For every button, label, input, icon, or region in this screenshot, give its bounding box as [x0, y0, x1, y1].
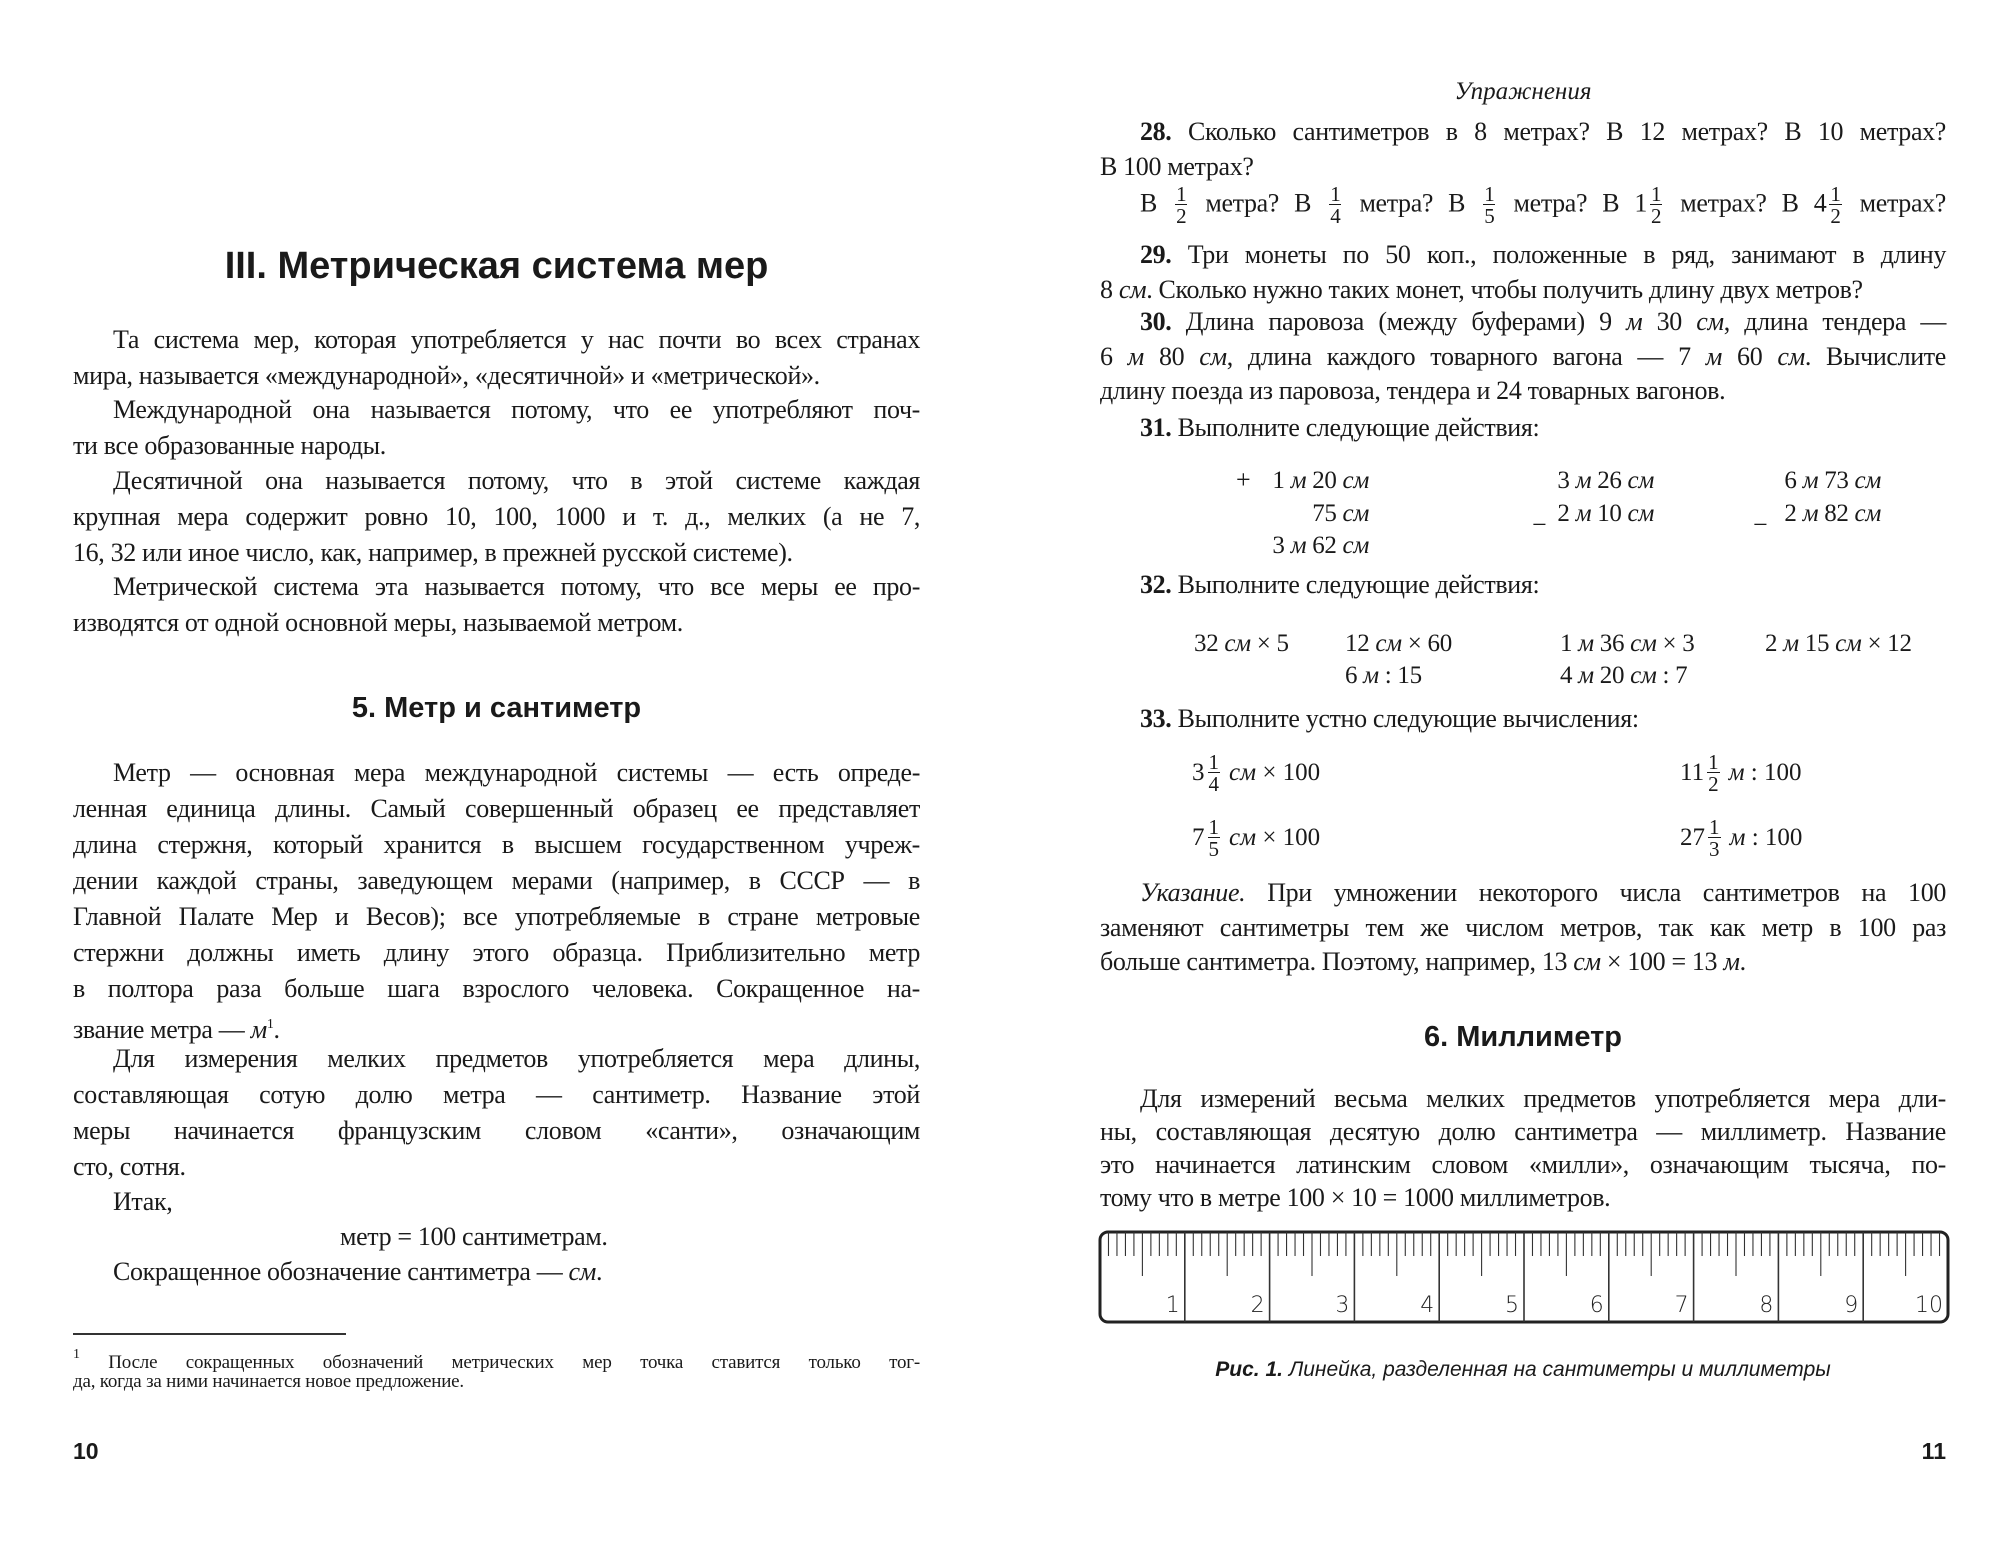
- ruler-label: 7: [1674, 1293, 1689, 1318]
- unit: м: [1575, 467, 1592, 494]
- denominator: 2: [1830, 204, 1841, 228]
- unit: см: [1375, 630, 1402, 657]
- denominator: 5: [1484, 204, 1495, 228]
- italic-text: м: [1626, 307, 1643, 336]
- text-line: в полтора раза больше шага взрослого человека. Сокращенное на-: [73, 974, 920, 1003]
- numerator: 1: [1176, 182, 1187, 206]
- fraction: [1650, 184, 1662, 227]
- exercise-number: 30.: [1140, 307, 1172, 336]
- unit: м: [1363, 662, 1379, 689]
- operand: 2 м 10 см: [1557, 499, 1654, 527]
- text-line: метр = 100 сантиметрам.: [340, 1222, 608, 1251]
- text-line: стержни должны иметь длину этого образца. Приблизительно метр: [73, 938, 920, 967]
- expression: 1 м 36 см × 3: [1560, 630, 1695, 657]
- unit: м: [1783, 630, 1799, 657]
- italic-text: Указание.: [1140, 878, 1246, 907]
- unit: м: [1578, 630, 1594, 657]
- column-operation: [1661, 465, 1881, 530]
- text-line: 28. Сколько сантиметров в 8 метрах? В 12 метрах? В 10 метрах?: [1140, 117, 1946, 146]
- unit: см: [1229, 824, 1257, 851]
- text-line: ленная единица длины. Самый совершенный образец ее представляет: [73, 794, 920, 823]
- italic-text: см: [1199, 341, 1227, 371]
- fraction: [1329, 184, 1341, 227]
- paragraph: [73, 392, 920, 464]
- text-line: Итак,: [113, 1187, 173, 1216]
- unit: м: [1729, 824, 1746, 851]
- unit: см: [1342, 499, 1369, 527]
- fraction: [1483, 184, 1495, 227]
- unit: см: [1835, 630, 1862, 657]
- text-line: крупная мера содержит ровно 10, 100, 1000 и т. д., мелких (а не 7,: [73, 502, 920, 531]
- text-line: В 100 метрах?: [1100, 151, 1254, 181]
- unit: см: [1854, 467, 1881, 494]
- numerator: 1: [1484, 182, 1495, 206]
- exercise-33: [1100, 702, 1946, 737]
- expression: 6 м : 15: [1345, 662, 1422, 689]
- expression: 4 м 20 см : 7: [1560, 662, 1688, 689]
- figure-caption-text: Линейка, разделенная на сантиметры и миллиметры: [1288, 1358, 1831, 1381]
- unit: см: [1630, 630, 1657, 657]
- ruler-label: 9: [1844, 1293, 1859, 1318]
- text-line: Сокращенное обозначение сантиметра — см.: [113, 1257, 603, 1286]
- unit: см: [1224, 630, 1251, 657]
- text-line: В $\frac{1}{2}$ метра? В $\frac{1}{4}$ метра? В $\frac{1}{5}$ метра? В 1 $\frac{1}{2}$ метрах? В 4 $\frac{1}{2}$ метрах?: [1140, 182, 1946, 228]
- text-line: дении каждой страны, заведующем мерами (например, в СССР — в: [73, 866, 920, 895]
- footnote-marker: 1: [266, 1017, 274, 1032]
- footnote: [73, 1341, 920, 1395]
- unit: м: [1578, 662, 1594, 689]
- expression: 27 $\frac{1}{3}$ м : 100: [1680, 814, 1803, 861]
- denominator: 2: [1176, 204, 1187, 228]
- fraction: [1707, 749, 1720, 796]
- text-line: меры начинается французским словом «санти», означающим: [73, 1116, 920, 1145]
- text-line: заменяют сантиметры тем же числом метров, так как метр в 100 раз: [1100, 912, 1946, 942]
- ruler-label: 4: [1420, 1293, 1435, 1318]
- text-line: 32. Выполните следующие действия:: [1140, 570, 1540, 599]
- unit: м: [1290, 467, 1307, 494]
- text-line: длину поезда из паровоза, тендера и 24 товарных вагонов.: [1100, 376, 1726, 405]
- unit: см: [1627, 467, 1654, 494]
- paragraph: [73, 463, 920, 571]
- text-line: Указание. При умножении некоторого числа сантиметров на 100: [1140, 878, 1946, 907]
- italic-text: м: [1705, 341, 1723, 371]
- text-line: Для измерения мелких предметов употребляется мера длины,: [113, 1044, 920, 1073]
- operand: 6 м 73 см: [1784, 467, 1881, 494]
- page-number: 11: [1921, 1438, 1946, 1464]
- figure-label: Рис. 1.: [1215, 1358, 1283, 1381]
- column-operation: [1434, 465, 1654, 530]
- text-line: сто, сотня.: [73, 1152, 186, 1181]
- italic-text: см: [568, 1257, 596, 1286]
- italic-text: см: [1777, 341, 1805, 371]
- text-line: тому что в метре 100 × 10 = 1000 миллиметров.: [1100, 1183, 1611, 1212]
- expression: 2 м 15 см × 12: [1765, 630, 1912, 657]
- section-title: 5. Метр и сантиметр: [351, 692, 642, 724]
- denominator: 5: [1208, 836, 1219, 861]
- text-line: 29. Три монеты по 50 коп., положенные в ряд, занимают в длину: [1140, 240, 1946, 269]
- exercise-number: 33.: [1140, 704, 1172, 733]
- operand: 3 м 62 см: [1272, 532, 1369, 559]
- paragraph: [73, 1254, 920, 1290]
- unit: м: [1290, 532, 1307, 559]
- unit: см: [1854, 499, 1881, 527]
- operand: 2 м 82 см: [1784, 499, 1881, 527]
- ruler-label: 5: [1505, 1293, 1519, 1318]
- text-line: Международной она называется потому, что ее употребляют поч-: [113, 395, 920, 424]
- text-line: $^1$ После сокращенных обозначений метрических мер точка ставится только тог-: [73, 1347, 920, 1373]
- italic-text: м: [250, 1015, 267, 1044]
- italic-text: м: [1723, 947, 1740, 976]
- text-line: это начинается латинским словом «милли», означающим тысяча, по-: [1100, 1150, 1946, 1179]
- paragraph: [73, 1184, 920, 1220]
- text-line: 6 м 80 см, длина каждого товарного вагона — 7 м 60 см. Вычислите: [1100, 341, 1946, 371]
- italic-text: см: [1696, 307, 1724, 336]
- paragraph: [73, 1041, 920, 1185]
- expression: 12 см × 60: [1345, 630, 1452, 657]
- exercise-30: [1100, 305, 1946, 409]
- section-title: 6. Миллиметр: [1423, 1021, 1622, 1053]
- note-paragraph: [1100, 876, 1946, 980]
- expression: 7 $\frac{1}{5}$ см × 100: [1192, 814, 1321, 861]
- page-number: 10: [73, 1438, 99, 1464]
- expression: 11 $\frac{1}{2}$ м : 100: [1680, 749, 1802, 796]
- exercise-number: 31.: [1140, 413, 1172, 442]
- numerator: 1: [1709, 814, 1720, 839]
- italic-text: см: [1573, 947, 1601, 976]
- minus-sign: −: [1753, 510, 1768, 539]
- exercise-number: 29.: [1140, 240, 1172, 269]
- operand: 1 м 20 см: [1272, 467, 1369, 494]
- denominator: 2: [1651, 204, 1662, 228]
- unit: м: [1802, 467, 1819, 494]
- italic-text: см: [1118, 274, 1147, 304]
- minus-sign: −: [1532, 510, 1547, 539]
- unit: м: [1802, 499, 1819, 527]
- paragraph: [73, 755, 920, 1043]
- text-line: Метрической система эта называется потому, что все меры ее про-: [113, 572, 920, 601]
- exercise-number: 28.: [1140, 117, 1172, 146]
- denominator: 4: [1208, 771, 1219, 796]
- text-line: Для измерений весьма мелких предметов употребляется мера дли-: [1140, 1084, 1946, 1113]
- text-line: 30. Длина паровоза (между буферами) 9 м 30 см, длина тендера —: [1140, 307, 1946, 336]
- unit: м: [1728, 759, 1745, 786]
- text-line: Главной Палате Мер и Весов); все употребляемые в стране метровые: [73, 902, 920, 931]
- operand: 75 см: [1312, 499, 1369, 527]
- italic-text: м: [1127, 341, 1144, 371]
- text-line: длина стержня, который хранится в высшем государственном учреж-: [73, 830, 920, 859]
- unit: см: [1630, 662, 1657, 689]
- numerator: 1: [1651, 182, 1662, 206]
- text-line: 33. Выполните устно следующие вычисления:: [1140, 704, 1639, 733]
- text-line: изводятся от одной основной меры, называемой метром.: [73, 608, 683, 637]
- exercise-29: [1100, 238, 1946, 307]
- ruler-label: 1: [1165, 1293, 1180, 1318]
- operand: 3 м 26 см: [1557, 467, 1654, 494]
- text-line: больше сантиметра. Поэтому, например, 13 см × 100 = 13 м.: [1100, 947, 1746, 976]
- text-line: мира, называется «международной», «десятичной» и «метрической».: [73, 361, 820, 390]
- denominator: 2: [1708, 771, 1719, 796]
- ruler-label: 8: [1759, 1293, 1774, 1318]
- denominator: 4: [1330, 204, 1341, 228]
- numerator: 1: [1330, 182, 1341, 206]
- column-operation: [1149, 465, 1369, 563]
- text-line: 16, 32 или иное число, как, например, в прежней русской системе).: [73, 538, 793, 567]
- text-line: 8 см. Сколько нужно таких монет, чтобы получить длину двух метров?: [1100, 274, 1863, 304]
- exercise-28: [1100, 115, 1946, 184]
- figure-caption: [1100, 1358, 1946, 1382]
- footnote-marker: 1: [73, 1347, 80, 1362]
- text-line: да, когда за ними начинается новое предложение.: [73, 1371, 464, 1392]
- numerator: 1: [1208, 814, 1219, 839]
- ruler-label: 6: [1589, 1293, 1604, 1318]
- ruler-label: 3: [1335, 1293, 1350, 1318]
- numerator: 1: [1830, 182, 1841, 206]
- text-line: 31. Выполните следующие действия:: [1140, 413, 1540, 442]
- expression: 3 $\frac{1}{4}$ см × 100: [1192, 749, 1321, 796]
- formula: [340, 1219, 608, 1255]
- numerator: 1: [1708, 749, 1719, 774]
- fraction: [1208, 749, 1221, 796]
- text-line: Метр — основная мера международной системы — есть опреде-: [113, 758, 920, 787]
- text-line: Десятичной она называется потому, что в этой системе каждая: [113, 466, 920, 495]
- chapter-title: III. Метрическая система мер: [224, 245, 769, 287]
- text-line: Та система мер, которая употребляется у нас почти во всех странах: [113, 325, 920, 354]
- paragraph: [1100, 1082, 1946, 1214]
- ruler-label: 2: [1250, 1293, 1265, 1318]
- paragraph: [73, 322, 920, 394]
- text-line: ти все образованные народы.: [73, 431, 386, 460]
- paragraph: [73, 569, 920, 641]
- fraction: [1708, 814, 1721, 861]
- text-line: звание метра — $м^1$.: [73, 1015, 280, 1044]
- text-line: ны, составляющая десятую долю сантиметра — миллиметр. Название: [1100, 1117, 1946, 1146]
- unit: см: [1229, 759, 1257, 786]
- exercise-31: [1100, 411, 1946, 446]
- numerator: 1: [1208, 749, 1219, 774]
- exercises-header: Упражнения: [1454, 78, 1592, 105]
- plus-sign: +: [1236, 465, 1251, 494]
- ruler-label: 10: [1915, 1293, 1943, 1318]
- unit: м: [1575, 499, 1592, 527]
- fraction: [1829, 184, 1841, 227]
- fraction: [1208, 814, 1221, 861]
- unit: см: [1342, 532, 1369, 559]
- exercise-number: 32.: [1140, 570, 1172, 599]
- expression: 32 см × 5: [1194, 630, 1289, 657]
- unit: см: [1627, 499, 1654, 527]
- denominator: 3: [1709, 836, 1720, 861]
- fraction: [1175, 184, 1187, 227]
- ruler-figure: [1096, 1228, 1952, 1328]
- exercise-28-fractions: [1100, 184, 1946, 227]
- footnote-rule: [73, 1333, 346, 1335]
- unit: см: [1342, 467, 1369, 494]
- text-line: составляющая сотую долю метра — сантиметр. Название этой: [73, 1080, 920, 1109]
- exercise-32: [1100, 568, 1946, 603]
